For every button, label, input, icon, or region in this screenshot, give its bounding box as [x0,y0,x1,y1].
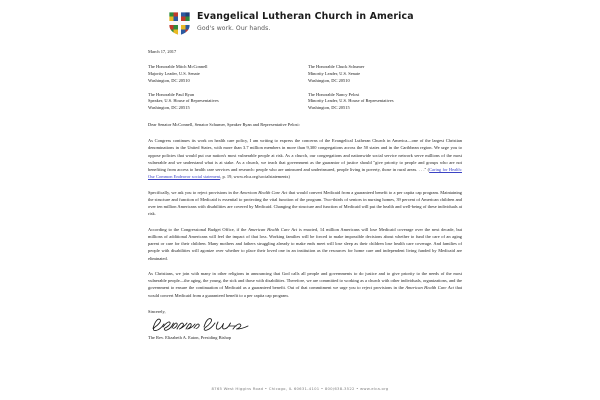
recipient-name: The Honorable Mitch McConnell [148,64,208,70]
organization-tagline: God's work. Our hands. [197,24,271,32]
letterhead [0,0,600,36]
footer-address: 8765 West Higgins Road • Chicago, IL 60631-4101 • 800/638-3522 • www.elca.org [211,386,389,391]
recipient-pelosi [308,92,468,112]
recipient-city: Washington, DC 20510 [148,77,190,83]
recipient-address-block [148,64,462,112]
recipient-column-left [148,64,308,112]
recipient-schumer [308,64,468,84]
letter-date: March 17, 2017 [148,49,177,54]
paragraph-4-text-part-1: As Christians, we join with many in other religions in announcing that God calls all people and governments to do justice and to give priority to the needs of the most vulnerable people—the aging, the young, the sick and those with disabilities. Therefore, we are committed to working as a church with other individuals, organizations, and the government to ensure the continuation of Medicaid as a guaranteed benefit. Out of that commitment we urge you to reject provisions in the [148,270,462,291]
paragraph-3-text-part-2: is enacted, 14 million Americans will lose Medicaid coverage over the next decade, but millions of additional Americans will feel the impact of that loss. Working families will be forced to make impossible decisions about whether to fund the care of an aging parent or care for their children. Many mothers and fathers struggling already to make ends meet will lose sleep as their children lose health care coverage. And families of people with disabilities will agonize over whether to place their loved one in an institution as the resources for home care and independent living funded by Medicaid are eliminated. [148,226,462,261]
recipient-column-right [308,64,468,112]
recipient-city: Washington, DC 20510 [308,77,350,83]
salutation: Dear Senator McConnell, Senator Schumer, Speaker Ryan and Representative Pelosi: [148,121,300,127]
recipient-title: Majority Leader, U.S. Senate [148,70,200,76]
paragraph-4-text-part-2: that would convert Medicaid from a guaranteed benefit to a per capita cap program. [148,285,462,298]
paragraph-2-text-part-1: Specifically, we ask you to reject provisions in the [148,189,240,195]
act-title-citation: American Health Care Act [405,285,454,291]
letter-body [0,48,600,341]
social-statement-link[interactable]: Caring for Health: Our Common Endeavor social statement [148,167,462,180]
recipient-city: Washington, DC 20515 [308,105,350,111]
paragraph-1-text-part-2: , p. 19, www.elca.org/socialstatements) [220,174,290,180]
act-title-citation: American Health Care Act [239,189,288,195]
recipient-mcconnell [148,64,308,84]
closing-salutation: Sincerely, [148,308,166,314]
paragraph-3-text-part-1: According to the Congressional Budget Office, if the [148,226,249,232]
recipient-title: Minority Leader, U.S. House of Representatives [308,98,394,104]
paragraph-1-text-part-1: As Congress continues its work on health care policy, I am writing to express the concerns of the Evangelical Lutheran Church in America—one of the largest Christian denominations in the United States, with more than 3.7 million members in more than 9,300 congregations across the 50 states and in the Caribbean region. We urge you to oppose policies that would put our nation's most vulnerable people at risk. As a church, our congregations and nationwide social service network serve millions of the most vulnerable and we understand what is at stake. As a church, we teach that government as the guarantor of justice should "give priority to people and groups who are not benefiting from access to health care services and research: people who are uninsured and underinsured, people living in poverty, those in rural areas. . . ." ( [148,138,462,172]
recipient-ryan [148,92,308,112]
paragraph-1 [148,137,462,181]
paragraph-2 [148,189,462,218]
act-title-citation: American Health Care Act [248,226,298,232]
letterhead-text [197,11,414,32]
recipient-name: The Honorable Paul Ryan [148,91,195,97]
recipient-title: Speaker, U.S. House of Representatives [148,98,219,104]
signer-name-title: The Rev. Elizabeth A. Eaton, Presiding Bishop [148,334,232,340]
recipient-city: Washington, DC 20515 [148,105,190,111]
recipient-name: The Honorable Nancy Pelosi [308,91,360,97]
recipient-title: Minority Leader, U.S. Senate [308,70,361,76]
paragraph-2-text-part-2: that would convert Medicaid from a guaranteed benefit to a per capita cap program. Maintaining the structure and function of Medicaid is essential to protecting the vital function of the program. Two-thirds of seniors in nursing homes, 39 percent of American children and over ten million Americans with disabilities are covered by Medicaid. Changing the structure and function of Medicaid will put the health and well-being of these individuals at risk. [148,189,462,217]
paragraph-3 [148,226,462,262]
recipient-name: The Honorable Chuck Schumer [308,64,365,70]
elca-cross-shield-icon [168,11,191,36]
organization-name: Evangelical Lutheran Church in America [197,11,414,22]
paragraph-4 [148,270,462,299]
handwritten-signature [150,316,462,333]
